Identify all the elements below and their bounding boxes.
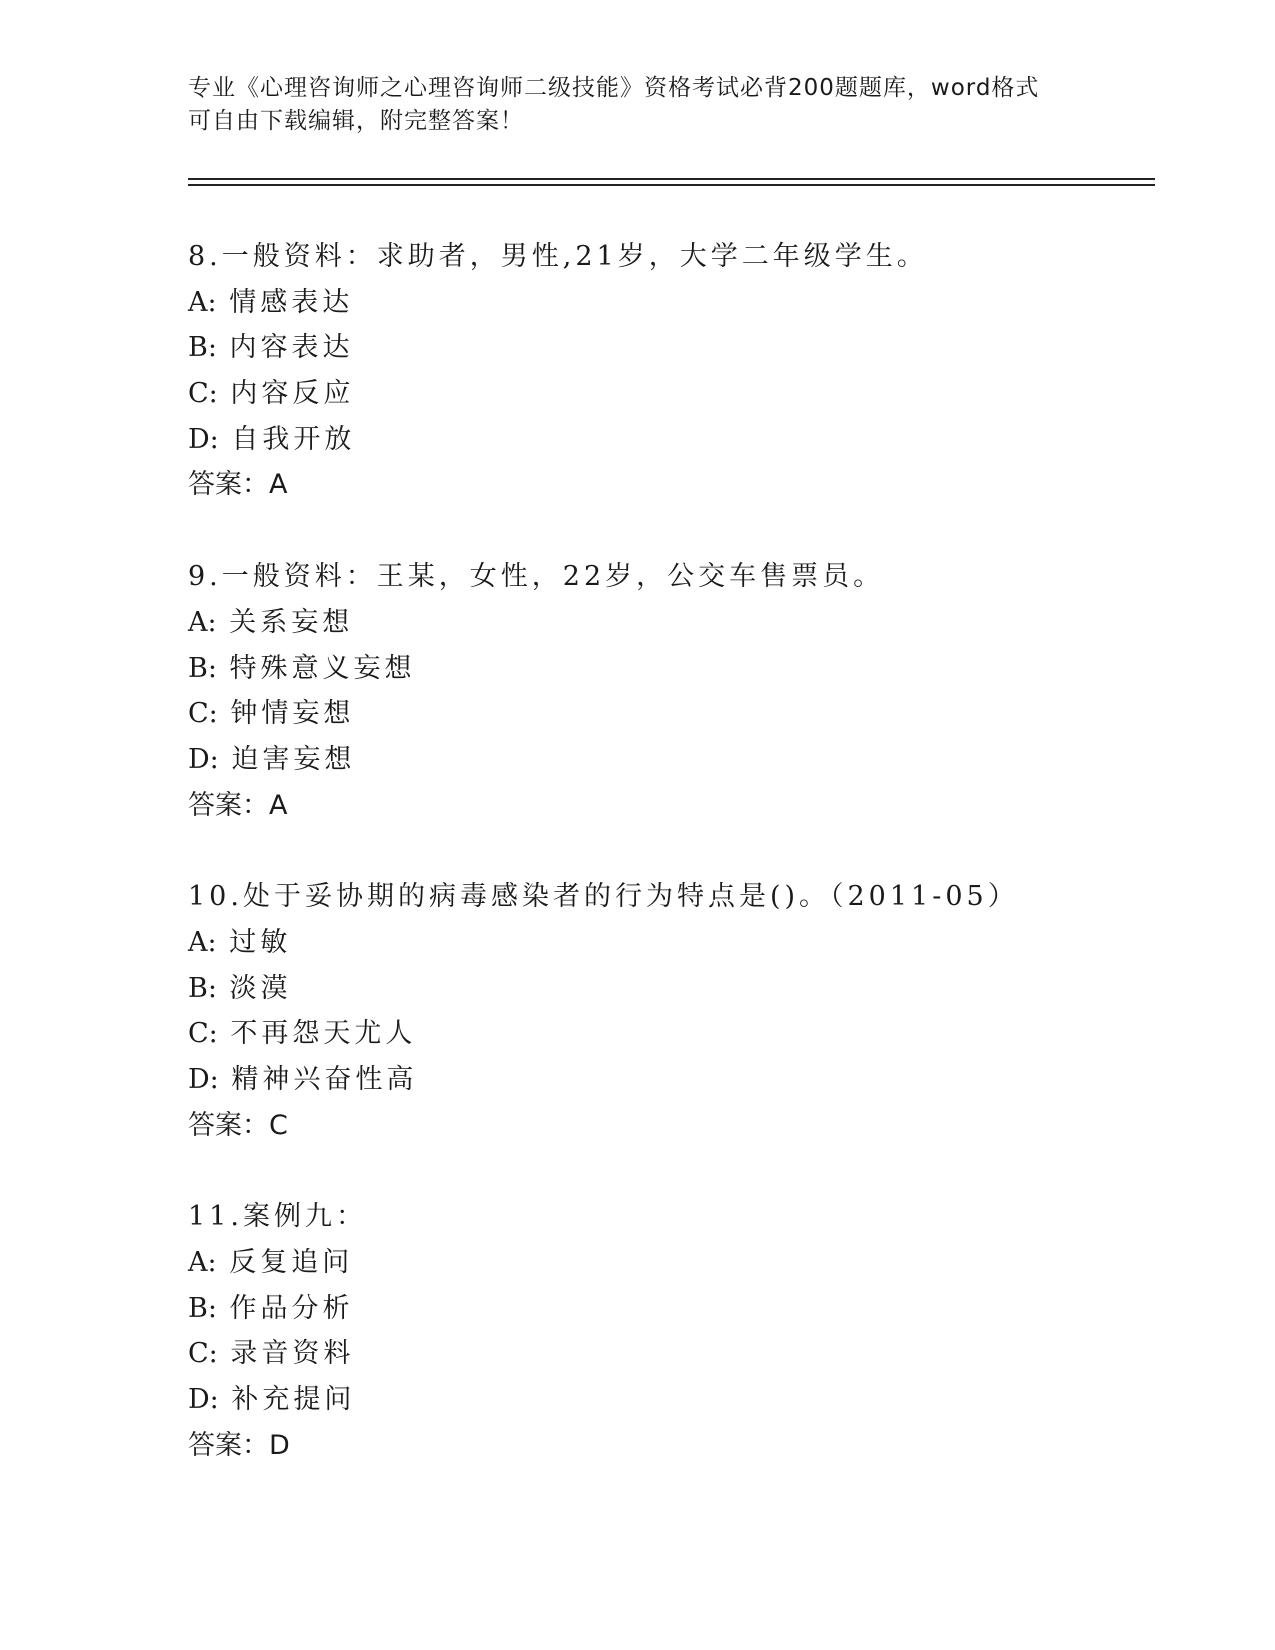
option-text: 迫害妄想: [231, 743, 356, 775]
option-letter: C:: [188, 698, 218, 730]
option-b: [188, 325, 1148, 371]
option-letter: D:: [188, 1384, 219, 1416]
answer-line: 答案：A: [188, 469, 288, 501]
option-text: 精神兴奋性高: [231, 1064, 418, 1095]
option-text: 内容表达: [229, 332, 354, 364]
question-stem: 11.案例九：: [188, 1201, 367, 1233]
option-letter: D:: [188, 423, 219, 455]
option-d: [188, 1377, 1148, 1423]
option-text: 自我开放: [231, 423, 356, 455]
option-a: [188, 920, 1148, 966]
question-11: [188, 1194, 1148, 1468]
option-text: 特殊意义妄想: [229, 652, 416, 684]
option-c: [188, 371, 1148, 417]
option-text: 关系妄想: [229, 606, 354, 638]
option-text: 录音资料: [230, 1338, 355, 1370]
option-text: 情感表达: [229, 286, 354, 318]
option-text: 补充提问: [231, 1384, 356, 1416]
option-text: 反复追问: [229, 1247, 354, 1279]
option-a: [188, 600, 1148, 646]
answer-line: 答案：C: [188, 1109, 288, 1141]
option-letter: D:: [188, 743, 219, 775]
option-text: 内容反应: [230, 378, 355, 410]
option-c: [188, 1011, 1148, 1057]
option-letter: B:: [188, 1292, 217, 1324]
option-c: [188, 1331, 1148, 1377]
option-letter: B:: [188, 332, 217, 364]
option-b: [188, 646, 1148, 692]
question-9: [188, 554, 1148, 828]
option-letter: C:: [188, 378, 218, 410]
question-10: [188, 874, 1148, 1148]
question-stem: 8.一般资料：求助者，男性,21岁，大学二年级学生。: [188, 241, 928, 272]
option-letter: A:: [188, 926, 217, 958]
answer-line: 答案：D: [188, 1429, 290, 1461]
option-b: [188, 966, 1148, 1012]
header-divider-bottom: [188, 184, 1155, 186]
option-letter: C:: [188, 1338, 218, 1370]
option-d: [188, 417, 1148, 463]
answer-line: 答案：A: [188, 789, 288, 821]
option-letter: A:: [188, 286, 217, 318]
header-line-1: 专业《心理咨询师之心理咨询师二级技能》资格考试必背200题题库，word格式: [188, 75, 1040, 101]
header-divider-top: [188, 178, 1155, 180]
option-d: [188, 1057, 1148, 1103]
option-letter: A:: [188, 1247, 217, 1279]
option-letter: C:: [188, 1018, 218, 1050]
option-text: 钟情妄想: [230, 698, 355, 730]
option-b: [188, 1286, 1148, 1332]
header-line-2: 可自由下载编辑，附完整答案！: [188, 108, 524, 134]
option-text: 淡漠: [229, 972, 292, 1004]
question-stem: 10.处于妥协期的病毒感染者的行为特点是()。（2011-05）: [188, 881, 1019, 913]
question-list: [188, 234, 1148, 1515]
option-a: [188, 280, 1148, 326]
option-d: [188, 737, 1148, 783]
option-letter: D:: [188, 1064, 219, 1095]
option-text: 过敏: [229, 926, 292, 958]
option-text: 作品分析: [229, 1292, 354, 1324]
option-letter: A:: [188, 606, 217, 638]
option-text: 不再怨天尤人: [230, 1018, 417, 1050]
question-stem: 9.一般资料：王某，女性，22岁，公交车售票员。: [188, 561, 885, 593]
document-header: [188, 72, 1088, 138]
option-letter: B:: [188, 972, 217, 1004]
option-c: [188, 691, 1148, 737]
option-letter: B:: [188, 652, 217, 684]
option-a: [188, 1240, 1148, 1286]
question-8: [188, 234, 1148, 508]
